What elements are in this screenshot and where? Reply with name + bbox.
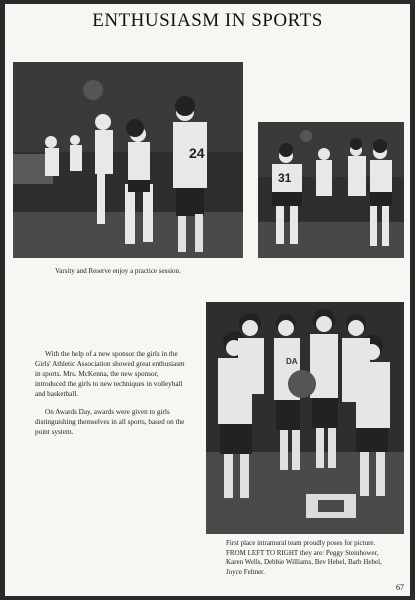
page-title: ENTHUSIASM IN SPORTS (92, 10, 323, 31)
svg-text:24: 24 (189, 145, 205, 161)
practice-photo-large (13, 62, 243, 258)
team-photo-image (206, 302, 404, 534)
article-paragraph-1: With the help of a new sponsor the girls in the Girls' Athletic Association showed great enthusiasm in sports. Mrs. McKenna, the new sponsor, introduced the girls to new techniques in volleyball and basketball. (35, 350, 185, 398)
team-caption: First place intramural team proudly poses for picture. FROM LEFT TO RIGHT they are: Peggy Steinhower, Karen Wells, Debbie Williams, Bev Hebel, Barb Hebel, Joyce Feltner. (226, 539, 382, 576)
article-paragraph-2: On Awards Day, awards were given to girls distinguishing themselves in all sports, based on the point system. (35, 408, 185, 436)
yearbook-page (5, 4, 410, 596)
practice-photo-small-image (258, 122, 404, 258)
svg-text:DA: DA (286, 357, 298, 366)
team-photo (206, 302, 404, 534)
page-number: 67 (396, 583, 404, 592)
practice-caption: Varsity and Reserve enjoy a practice session. (55, 267, 181, 275)
article-text (35, 349, 185, 445)
svg-text:31: 31 (278, 171, 292, 185)
practice-photo-large-image (13, 62, 243, 258)
practice-photo-small (258, 122, 404, 258)
